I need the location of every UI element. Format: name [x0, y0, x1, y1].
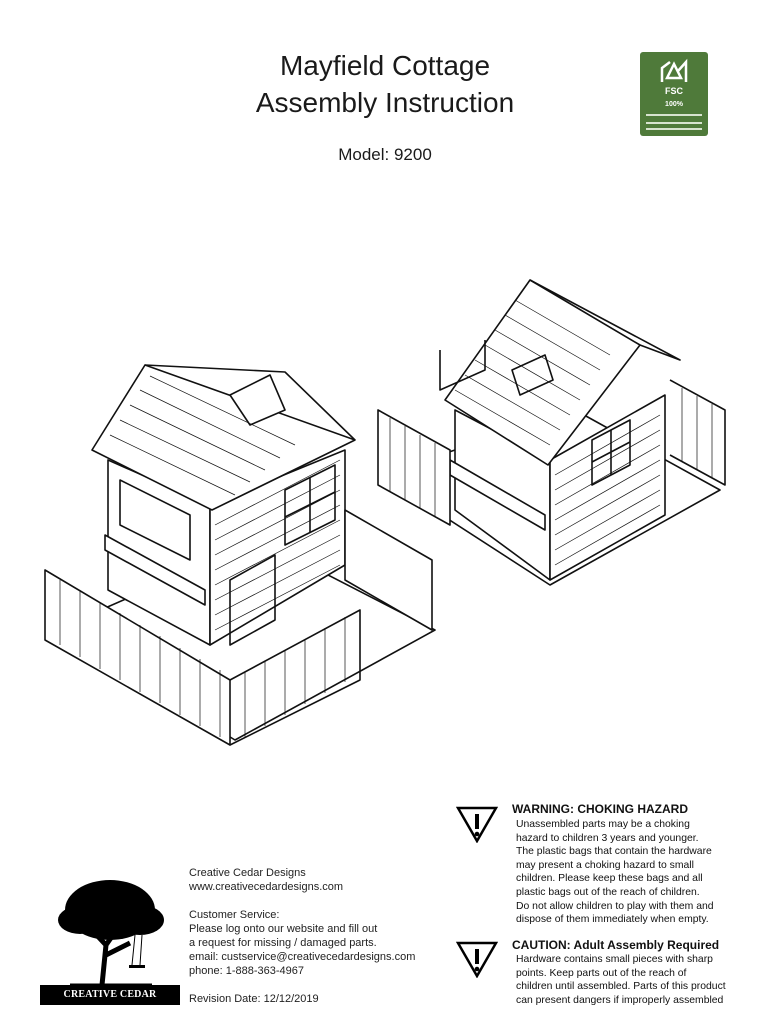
logo-caption: CREATIVE CEDAR DESIGNS — [40, 985, 180, 1005]
customer-service-phone: phone: 1-888-363-4967 — [189, 965, 304, 977]
warning-line: hazard to children 3 years and younger. — [516, 832, 699, 844]
title-line-2: Assembly Instruction — [255, 87, 515, 118]
customer-service-heading: Customer Service: — [189, 909, 280, 921]
tree-logo-icon — [40, 865, 180, 1005]
warning-icon — [456, 805, 498, 843]
caution-line: points. Keep parts out of the reach of — [516, 967, 687, 979]
revision-date: Revision Date: 12/12/2019 — [189, 993, 319, 1005]
model-number: Model: 9200 — [338, 145, 432, 164]
customer-service-line-2: a request for missing / damaged parts. — [189, 937, 377, 949]
caution-line: can present dangers if improperly assembled — [516, 994, 724, 1006]
company-info — [189, 866, 415, 1006]
fsc-tree-icon — [640, 56, 708, 90]
company-name: Creative Cedar Designs — [189, 867, 306, 879]
warning-line: plastic bags out of the reach of children. — [516, 886, 700, 898]
caution-icon — [456, 940, 498, 978]
warning-text — [516, 818, 738, 927]
caution-line: Hardware contains small pieces with sharp — [516, 954, 713, 965]
caution-line: children until assembled. Parts of this product — [516, 981, 726, 993]
warning-line: may present a choking hazard to small — [516, 859, 694, 871]
caution-text — [516, 953, 738, 1007]
playhouse-illustration-icon — [0, 260, 770, 760]
warning-line: The plastic bags that contain the hardware — [516, 846, 712, 858]
caution-title: CAUTION: Adult Assembly Required — [512, 938, 720, 952]
warning-line: Do not allow children to play with them and — [516, 900, 714, 912]
title-line-1: Mayfield Cottage — [279, 50, 491, 81]
fsc-name: FSC — [665, 86, 683, 96]
warning-line: children. Please keep these bags and all — [516, 873, 703, 885]
warning-title: WARNING: CHOKING HAZARD — [512, 802, 688, 816]
company-website[interactable]: www.creativecedardesigns.com — [189, 881, 344, 893]
warning-line: dispose of them immediately when empty. — [516, 914, 709, 926]
warning-line: Unassembled parts may be a choking — [516, 819, 690, 830]
fsc-badge — [640, 52, 708, 136]
customer-service-email[interactable]: email: custservice@creativecedardesigns.com — [189, 951, 416, 963]
customer-service-line-1: Please log onto our website and fill out — [189, 923, 378, 935]
fsc-percent: 100% — [665, 101, 683, 108]
